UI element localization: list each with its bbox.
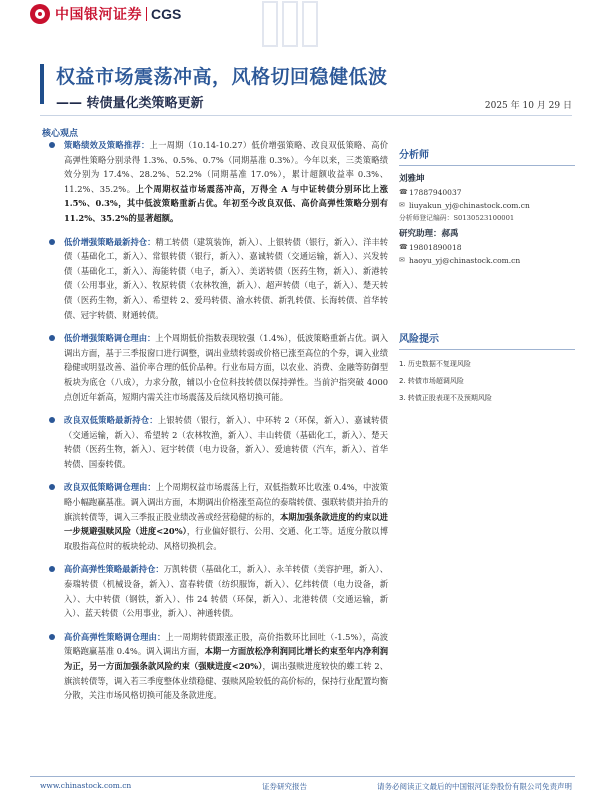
bullet-lead: 改良双低策略最新持仓： — [64, 415, 158, 426]
bullet-highprice-reason — [42, 630, 388, 703]
assistant-label: 研究助理：郝禹 — [399, 229, 459, 239]
analyst-phone-row — [399, 186, 575, 199]
risk-item: 3. 转债正股表现不及预期风险 — [399, 394, 492, 402]
risk-item: 1. 历史数据不复现风险 — [399, 360, 471, 368]
risk-panel — [399, 330, 575, 407]
report-title: 权益市场震荡冲高，风格切回稳健低波 — [56, 66, 388, 88]
bullet-text: 上一周期（10.14-10.27）低价增强策略、改良双低策略、高价高弹性策略分别录得 1.3%、0.5%、0.7%（同期基准 0.3%）。今年以来，三类策略绩效分别为 17.4%、28.2%、52.2%（同期基准 17.0%），累计超额收益率 0.3%、11.2%、35.2%。 — [64, 140, 388, 194]
bullet-lead: 高价高弹性策略调仓理由： — [64, 631, 166, 642]
title-divider — [40, 115, 572, 116]
main-content — [42, 138, 388, 712]
phone-icon: ☎ — [399, 243, 408, 251]
phone-icon: ☎ — [399, 188, 408, 196]
bullet-lead: 策略绩效及策略推荐： — [64, 140, 150, 150]
bullet-bold: 上个周期权益市场震荡冲高，万得全 A 与中证转债分别环比上涨 1.5%、0.3%，其中低波策略重新占优。年初至今改良双低、高价高弹性策略分别有 11.2%、35.2%的显著超额。 — [64, 183, 389, 223]
bullet-text: 上个周期权益市场震荡上行，双低指数环比收涨 0.4%，中波策略小幅跑赢基准。调入调出方面，本期调出价格涨至高位的泰瑞转债、强联转债并抬升的旗滨转债等，调入三季报正股业绩改善或经营稳健的标的， — [64, 482, 388, 522]
watermark-graphic — [255, 0, 325, 48]
footer-divider — [30, 776, 575, 777]
bullet-doublelow-reason — [42, 480, 388, 553]
analyst-cert: 分析师登记编码：S0130523100001 — [399, 214, 515, 222]
logo-divider — [146, 7, 147, 21]
bullet-text: 上个周期低价指数表现较强（1.4%），低波策略重新占优。调入调出方面，基于三季报窗口进行调整，调出业绩转弱或价格已涨至高位的个券，调入业绩稳健或明显改善、溢价率合理的低价品种。行业布局方面，以农业、消费、金融等防御型板块为底仓（八成），力求分散，辅以小仓位科技转债以保持弹性。当前沪指突破 4000 点创近年新高，短期内需关注市场震荡及后续风格切换可能。 — [64, 333, 388, 402]
bullet-text: 上一周期转债跟涨正股，高价指数环比回吐（-1.5%），高波策略跑赢基准 0.4%。调入调出方面， — [64, 631, 388, 657]
logo-cgs: CGS — [151, 6, 182, 22]
bullet-lead: 低价增强策略最新持仓： — [64, 236, 156, 247]
footer-website[interactable]: www.chinastock.com.cn — [40, 781, 132, 790]
email-icon: ✉ — [399, 201, 405, 209]
report-subtitle: —— 转债量化类策略更新 — [56, 96, 204, 111]
title-accent-bar — [40, 64, 44, 104]
bullet-highprice-holdings — [42, 562, 388, 620]
report-date: 2025 年 10 月 29 日 — [484, 101, 572, 111]
section-label-core: 核心观点 — [42, 129, 79, 139]
bullet-text: 精工转债（建筑装饰，新入）、上银转债（银行，新入）、洋丰转债（基础化工，新入）、常银转债（银行，新入）、嘉诚转债（交通运输，新入）、兴发转债（基础化工，新入）、海能转债（电子，新入）、美诺转债（医药生物，新入）、新港转债（公用事业，新入）、牧原转债（农林牧渔，新入）、超声转债（电子，新入）、楚天转债（医药生物，新入）、希望转 2、爱玛转债、渝水转债、新乳转债、长海转债、首华转债、冠宇转债、财通转债。 — [64, 236, 388, 320]
company-logo — [30, 1, 181, 27]
bullet-doublelow-holdings — [42, 413, 388, 471]
bullet-lowprice-reason — [42, 331, 388, 404]
bullet-bold: 本期加强条款进度的约束以进一步规避强赎风险（进度<20%） — [64, 511, 388, 537]
risk-heading: 风险提示 — [399, 330, 575, 350]
analyst-panel — [399, 146, 575, 267]
footer-disclaimer: 请务必阅读正文最后的中国银河证券股份有限公司免责声明 — [377, 782, 572, 791]
bullet-text: 上银转债（银行，新入）、中环转 2（环保，新入）、嘉诚转债（交通运输，新入）、希望转 2（农林牧渔，新入）、丰山转债（基础化工，新入）、楚天转债（医药生物，新入）、冠宇转债（电力设备，新入）、爱迪转债（汽车，新入）、首华转债、国泰转债。 — [64, 415, 388, 469]
assistant-phone: 19801890018 — [409, 243, 462, 252]
bullet-tail: ，行业偏好银行、公用、交通、化工等。适度分散以博取股指高位时的板块轮动、风格切换机会。 — [64, 526, 388, 551]
bullet-lead: 低价增强策略调仓理由： — [64, 333, 156, 344]
analyst-name: 刘雅坤 — [399, 174, 425, 184]
assistant-phone-row — [399, 241, 575, 254]
bullet-tail: ，调出强赎进度较快的蝶工转 2、旗滨转债等，调入若三季度整体业绩稳健、强赎风险较低的高价标的，保持行业配置均衡分散，关注市场风格切换可能及条款进度。 — [64, 661, 389, 701]
analyst-email[interactable]: liuyakun_yj@chinastock.com.cn — [409, 201, 530, 210]
logo-icon — [30, 4, 50, 24]
analyst-phone: 17887940037 — [409, 188, 462, 197]
assistant-email-row — [399, 254, 575, 267]
footer-report-type: 证券研究报告 — [262, 782, 307, 791]
bullet-bold: 本期一方面放松净利润同比增长约束至年内净利润为正，另一方面加强条款风险约束（强赎进度<20%） — [64, 646, 388, 671]
email-icon: ✉ — [399, 256, 405, 264]
bullet-lead: 改良双低策略调仓理由： — [64, 482, 156, 493]
assistant-email[interactable]: haoyu_yj@chinastock.com.cn — [409, 256, 521, 265]
bullet-text: 万凯转债（基础化工，新入）、永羊转债（美容护理，新入）、泰瑞转债（机械设备，新入）、富春转债（纺织服饰，新入）、亿纬转债（电力设备，新入）、大中转债（钢铁，新入）、伟 24 转债（环保，新入）、北港转债（交通运输，新入）、蓝天转债（公用事业，新入）、神通转债。 — [64, 564, 388, 619]
bullet-lead: 高价高弹性策略最新持仓： — [64, 564, 164, 575]
analyst-email-row — [399, 199, 575, 212]
risk-item: 2. 转债市场超调风险 — [399, 377, 464, 385]
logo-text: 中国银河证券 — [55, 6, 142, 22]
analyst-heading: 分析师 — [399, 146, 575, 166]
bullet-performance — [42, 138, 388, 226]
bullet-lowprice-holdings — [42, 235, 388, 323]
